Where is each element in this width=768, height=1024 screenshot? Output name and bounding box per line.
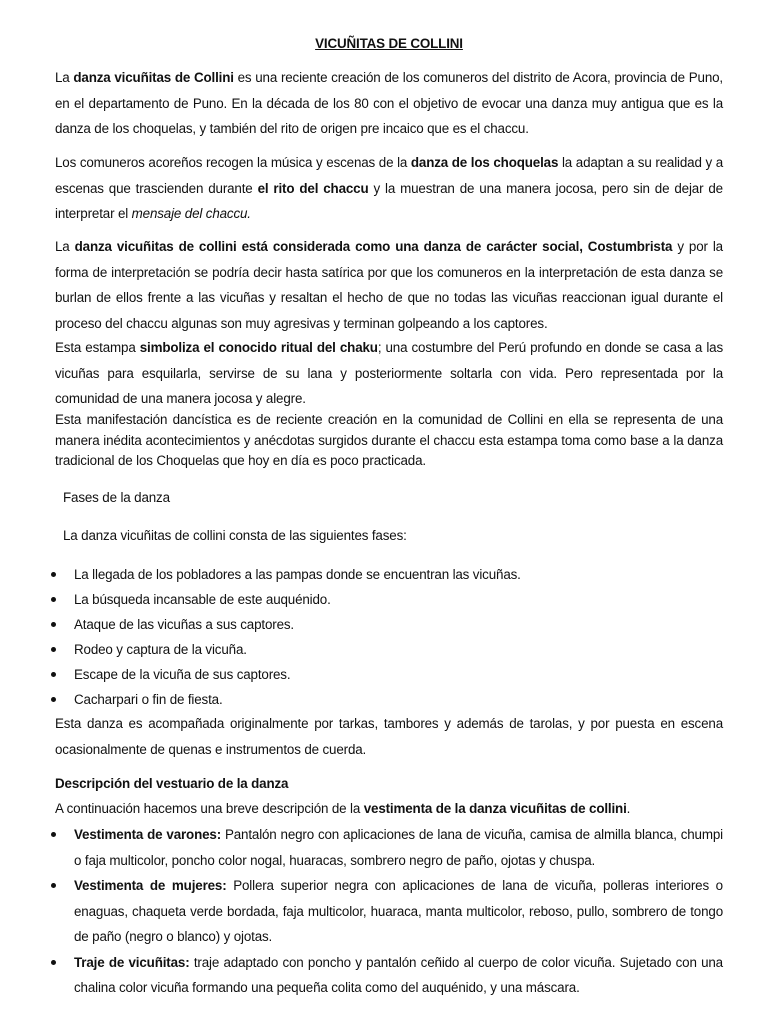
- document-title: VICUÑITAS DE COLLINI: [315, 36, 463, 51]
- bullet-icon: [51, 832, 56, 837]
- paragraph-intro: La danza vicuñitas de Collini es una reciente creación de los comuneros del distrito de Acora, provincia de Puno, en el departamento de Puno. En la década de los 80 con el objetivo de evocar una danza muy antigua que es la danza de los choquelas, y también del rito de origen pre incaico que es el chaccu.: [55, 70, 723, 136]
- bullet-icon: [51, 647, 56, 652]
- paragraph-musica: Esta danza es acompañada originalmente por tarkas, tambores y además de tarolas, y por puesta en escena ocasionalmente de quenas e instrumentos de cuerda.: [55, 716, 723, 757]
- paragraph-caracter-social: La danza vicuñitas de collini está considerada como una danza de carácter social, Costumbrista y por la forma de interpretación se podría decir hasta satírica por que los comuneros en la interpretación de esta danza se burlan de ellos frente a las vicuñas y resaltan el hecho de que no todas las vicuñas reaccionan igual durante el proceso del chaccu algunas son muy agresivas y terminan golpeando a los captores.: [55, 239, 723, 331]
- paragraph-comuneros: Los comuneros acoreños recogen la música y escenas de la danza de los choquelas la adaptan a su realidad y a escenas que trascienden durante el rito del chaccu y la muestran de una manera jocosa, pero sin de dejar de interpretar el mensaje del chaccu.: [55, 155, 723, 221]
- phase-list-item: Cacharpari o fin de fiesta.: [55, 687, 723, 712]
- bullet-icon: [51, 697, 56, 702]
- section-heading-fases: Fases de la danza: [63, 490, 170, 505]
- phase-list-item: Rodeo y captura de la vicuña.: [55, 637, 723, 662]
- costume-list-item: Vestimenta de varones: Pantalón negro con aplicaciones de lana de vicuña, camisa de almilla blanca, chumpi o faja multicolor, poncho color nogal, huaracas, sombrero negro de paño, ojotas y chuspa.: [55, 822, 723, 873]
- section-heading-vestuario: Descripción del vestuario de la danza: [55, 776, 289, 791]
- costume-intro: A continuación hacemos una breve descripción de la vestimenta de la danza vicuñitas de collini.: [55, 801, 631, 816]
- bullet-icon: [51, 622, 56, 627]
- phase-list-item: Ataque de las vicuñas a sus captores.: [55, 612, 723, 637]
- bullet-icon: [51, 572, 56, 577]
- bullet-icon: [51, 960, 56, 965]
- costume-list-item: Traje de vicuñitas: traje adaptado con poncho y pantalón ceñido al cuerpo de color vicuña. Sujetado con una chalina color vicuña formando una pequeña colita como del auquénido, y una máscara.: [55, 950, 723, 1001]
- phases-intro: La danza vicuñitas de collini consta de las siguientes fases:: [63, 528, 407, 543]
- phases-list: [55, 562, 723, 712]
- costume-list-item: Vestimenta de mujeres: Pollera superior negra con aplicaciones de lana de vicuña, polleras interiores o enaguas, chaqueta verde bordada, faja multicolor, huaraca, manta multicolor, reboso, pullo, sombrero de tongo de paño (negro o blanco) y ojotas.: [55, 873, 723, 950]
- paragraph-manifestacion: Esta manifestación dancística es de reciente creación en la comunidad de Collini en ella se representa de una manera inédita acontecimientos y anécdotas surgidos durante el chaccu esta estampa toma como base a la danza tradicional de los Choquelas que hoy en día es poco practicada.: [55, 412, 723, 468]
- phase-list-item: La llegada de los pobladores a las pampas donde se encuentran las vicuñas.: [55, 562, 723, 587]
- phase-list-item: La búsqueda incansable de este auquénido.: [55, 587, 723, 612]
- bullet-icon: [51, 672, 56, 677]
- bullet-icon: [51, 597, 56, 602]
- paragraph-estampa: Esta estampa simboliza el conocido ritual del chaku; una costumbre del Perú profundo en donde se casa a las vicuñas para esquilarla, servirse de su lana y posteriormente soltarla con vida. Pero representada por la comunidad de una manera jocosa y alegre.: [55, 340, 723, 406]
- bullet-icon: [51, 883, 56, 888]
- phase-list-item: Escape de la vicuña de sus captores.: [55, 662, 723, 687]
- costume-list: [55, 822, 723, 1001]
